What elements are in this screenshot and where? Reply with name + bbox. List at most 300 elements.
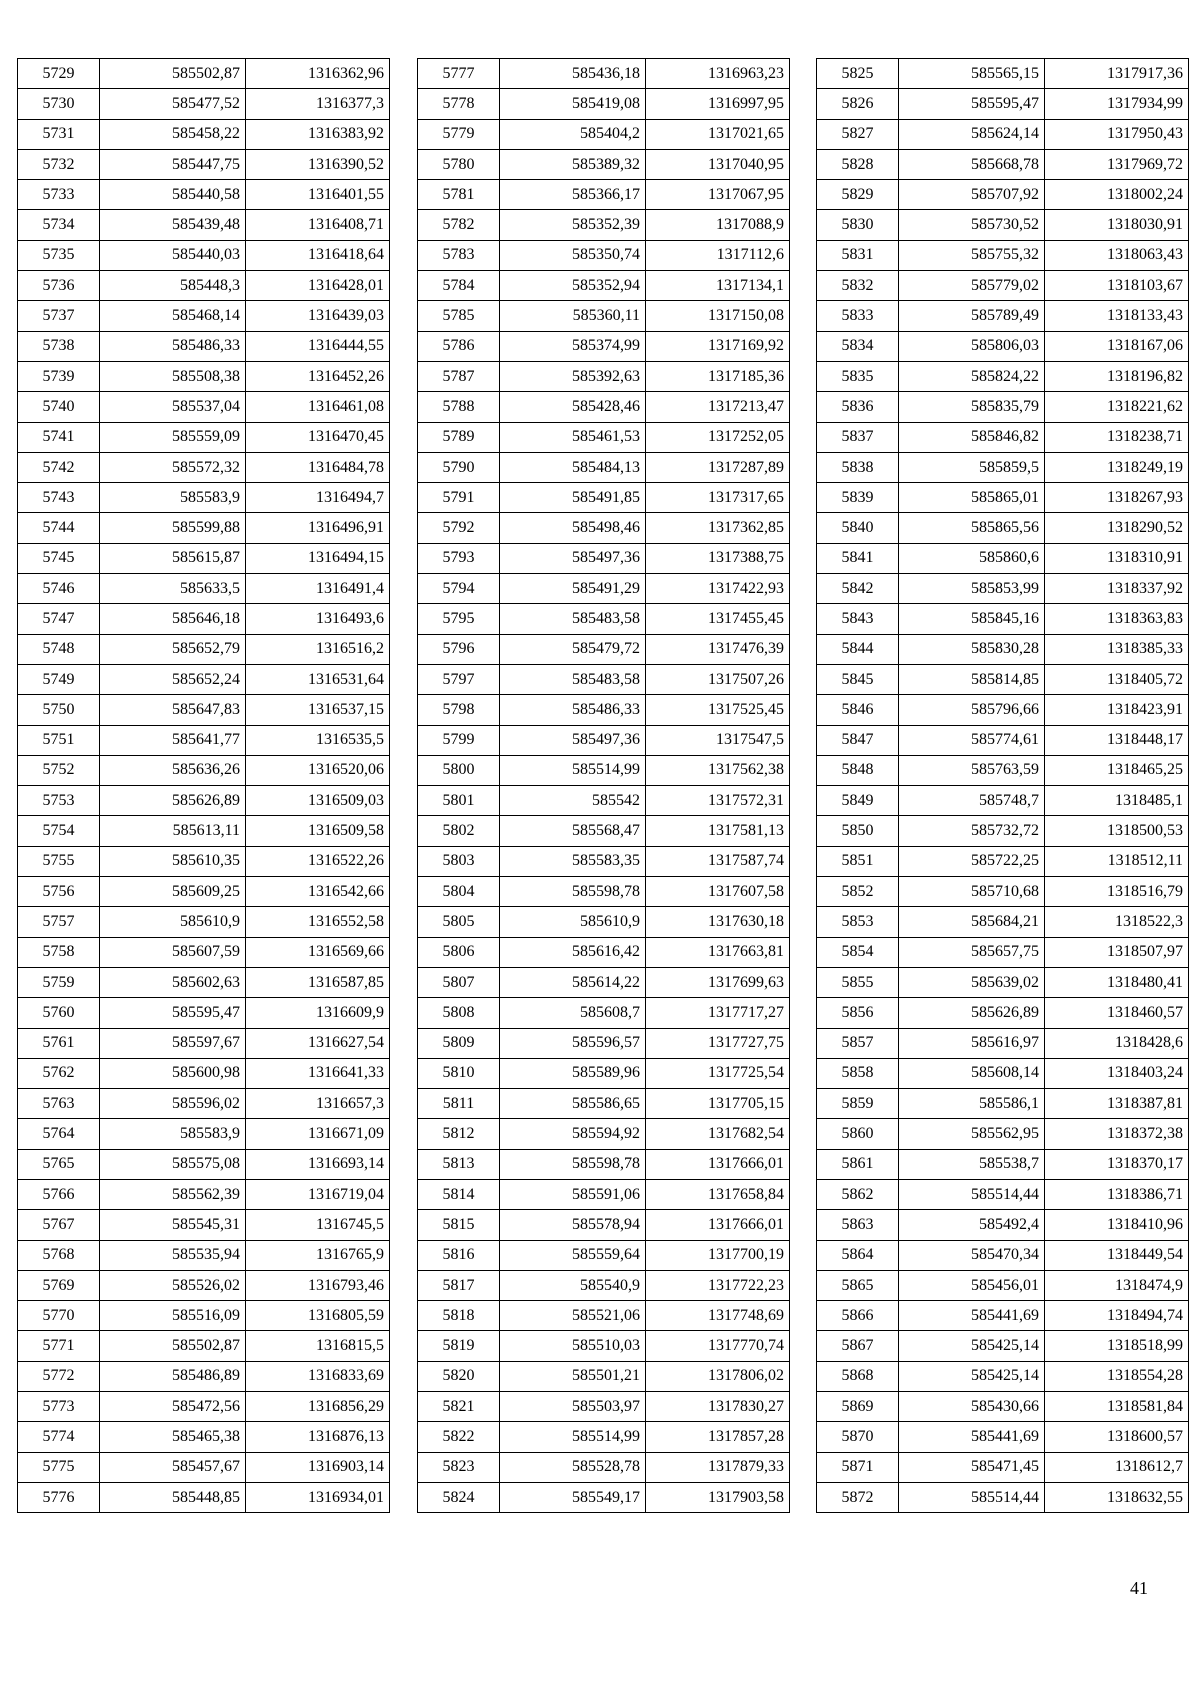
point-number-cell: 5867 — [817, 1331, 899, 1361]
table-row — [18, 1119, 390, 1149]
point-number-cell: 5751 — [18, 725, 100, 755]
y-coordinate-cell: 1318423,91 — [1045, 695, 1189, 725]
point-number-cell: 5730 — [18, 89, 100, 119]
table-row — [18, 1392, 390, 1422]
point-number-cell: 5827 — [817, 119, 899, 149]
point-number-cell: 5775 — [18, 1452, 100, 1482]
table-row — [817, 1361, 1189, 1391]
y-coordinate-cell: 1316531,64 — [246, 664, 390, 694]
y-coordinate-cell: 1317362,85 — [646, 513, 790, 543]
y-coordinate-cell: 1317562,38 — [646, 755, 790, 785]
point-number-cell: 5777 — [418, 59, 500, 89]
point-number-cell: 5834 — [817, 331, 899, 361]
point-number-cell: 5849 — [817, 786, 899, 816]
x-coordinate-cell: 585824,22 — [899, 361, 1045, 391]
point-number-cell: 5767 — [18, 1210, 100, 1240]
x-coordinate-cell: 585389,32 — [500, 149, 646, 179]
y-coordinate-cell: 1318612,7 — [1045, 1452, 1189, 1482]
y-coordinate-cell: 1317476,39 — [646, 634, 790, 664]
x-coordinate-cell: 585613,11 — [100, 816, 246, 846]
x-coordinate-cell: 585456,01 — [899, 1270, 1045, 1300]
x-coordinate-cell: 585598,78 — [500, 1149, 646, 1179]
x-coordinate-cell: 585565,15 — [899, 59, 1045, 89]
x-coordinate-cell: 585595,47 — [100, 998, 246, 1028]
y-coordinate-cell: 1316627,54 — [246, 1028, 390, 1058]
y-coordinate-cell: 1317830,27 — [646, 1392, 790, 1422]
x-coordinate-cell: 585448,3 — [100, 271, 246, 301]
point-number-cell: 5815 — [418, 1210, 500, 1240]
x-coordinate-cell: 585789,49 — [899, 301, 1045, 331]
point-number-cell: 5765 — [18, 1149, 100, 1179]
point-number-cell: 5786 — [418, 331, 500, 361]
table-row — [418, 119, 790, 149]
table-row — [817, 422, 1189, 452]
x-coordinate-cell: 585615,87 — [100, 543, 246, 573]
y-coordinate-cell: 1316537,15 — [246, 695, 390, 725]
point-number-cell: 5806 — [418, 937, 500, 967]
table-row — [817, 1028, 1189, 1058]
table-row — [418, 483, 790, 513]
point-number-cell: 5789 — [418, 422, 500, 452]
point-number-cell: 5840 — [817, 513, 899, 543]
point-number-cell: 5795 — [418, 604, 500, 634]
y-coordinate-cell: 1317388,75 — [646, 543, 790, 573]
table-row — [418, 1119, 790, 1149]
point-number-cell: 5803 — [418, 846, 500, 876]
y-coordinate-cell: 1318387,81 — [1045, 1089, 1189, 1119]
table-row — [817, 1119, 1189, 1149]
x-coordinate-cell: 585441,69 — [899, 1422, 1045, 1452]
point-number-cell: 5787 — [418, 361, 500, 391]
y-coordinate-cell: 1316535,5 — [246, 725, 390, 755]
x-coordinate-cell: 585366,17 — [500, 180, 646, 210]
x-coordinate-cell: 585535,94 — [100, 1240, 246, 1270]
x-coordinate-cell: 585633,5 — [100, 574, 246, 604]
y-coordinate-cell: 1317547,5 — [646, 725, 790, 755]
table-row — [418, 1301, 790, 1331]
point-number-cell: 5738 — [18, 331, 100, 361]
x-coordinate-cell: 585441,69 — [899, 1301, 1045, 1331]
table-row — [18, 149, 390, 179]
table-row — [817, 361, 1189, 391]
table-row — [817, 271, 1189, 301]
table-row — [418, 1028, 790, 1058]
coordinate-table-body — [18, 59, 390, 1513]
y-coordinate-cell: 1318386,71 — [1045, 1179, 1189, 1209]
x-coordinate-cell: 585461,53 — [500, 422, 646, 452]
point-number-cell: 5766 — [18, 1179, 100, 1209]
table-row — [817, 664, 1189, 694]
y-coordinate-cell: 1317581,13 — [646, 816, 790, 846]
y-coordinate-cell: 1317607,58 — [646, 877, 790, 907]
x-coordinate-cell: 585514,44 — [899, 1179, 1045, 1209]
table-row — [18, 604, 390, 634]
table-row — [418, 1361, 790, 1391]
table-row — [817, 816, 1189, 846]
table-row — [418, 1452, 790, 1482]
x-coordinate-cell: 585583,9 — [100, 483, 246, 513]
x-coordinate-cell: 585471,45 — [899, 1452, 1045, 1482]
table-row — [817, 967, 1189, 997]
point-number-cell: 5800 — [418, 755, 500, 785]
point-number-cell: 5780 — [418, 149, 500, 179]
y-coordinate-cell: 1318554,28 — [1045, 1361, 1189, 1391]
y-coordinate-cell: 1316494,15 — [246, 543, 390, 573]
table-row — [18, 1149, 390, 1179]
table-row — [817, 301, 1189, 331]
y-coordinate-cell: 1316439,03 — [246, 301, 390, 331]
point-number-cell: 5861 — [817, 1149, 899, 1179]
x-coordinate-cell: 585468,14 — [100, 301, 246, 331]
y-coordinate-cell: 1318249,19 — [1045, 452, 1189, 482]
x-coordinate-cell: 585586,65 — [500, 1089, 646, 1119]
point-number-cell: 5747 — [18, 604, 100, 634]
point-number-cell: 5799 — [418, 725, 500, 755]
point-number-cell: 5790 — [418, 452, 500, 482]
x-coordinate-cell: 585440,58 — [100, 180, 246, 210]
point-number-cell: 5819 — [418, 1331, 500, 1361]
table-row — [418, 271, 790, 301]
x-coordinate-cell: 585404,2 — [500, 119, 646, 149]
y-coordinate-cell: 1317572,31 — [646, 786, 790, 816]
table-row — [418, 1149, 790, 1179]
y-coordinate-cell: 1316833,69 — [246, 1361, 390, 1391]
y-coordinate-cell: 1317287,89 — [646, 452, 790, 482]
y-coordinate-cell: 1316876,13 — [246, 1422, 390, 1452]
x-coordinate-cell: 585578,94 — [500, 1210, 646, 1240]
table-row — [817, 89, 1189, 119]
table-row — [418, 574, 790, 604]
x-coordinate-cell: 585497,36 — [500, 543, 646, 573]
point-number-cell: 5828 — [817, 149, 899, 179]
table-row — [18, 695, 390, 725]
point-number-cell: 5781 — [418, 180, 500, 210]
y-coordinate-cell: 1317879,33 — [646, 1452, 790, 1482]
x-coordinate-cell: 585572,32 — [100, 452, 246, 482]
point-number-cell: 5857 — [817, 1028, 899, 1058]
x-coordinate-cell: 585477,52 — [100, 89, 246, 119]
y-coordinate-cell: 1318167,06 — [1045, 331, 1189, 361]
y-coordinate-cell: 1316997,95 — [646, 89, 790, 119]
point-number-cell: 5871 — [817, 1452, 899, 1482]
table-row — [418, 452, 790, 482]
x-coordinate-cell: 585586,1 — [899, 1089, 1045, 1119]
point-number-cell: 5863 — [817, 1210, 899, 1240]
table-row — [418, 59, 790, 89]
x-coordinate-cell: 585538,7 — [899, 1149, 1045, 1179]
point-number-cell: 5745 — [18, 543, 100, 573]
table-row — [18, 513, 390, 543]
x-coordinate-cell: 585419,08 — [500, 89, 646, 119]
table-row — [817, 1301, 1189, 1331]
table-row — [418, 149, 790, 179]
point-number-cell: 5824 — [418, 1482, 500, 1512]
x-coordinate-cell: 585484,13 — [500, 452, 646, 482]
point-number-cell: 5763 — [18, 1089, 100, 1119]
x-coordinate-cell: 585853,99 — [899, 574, 1045, 604]
y-coordinate-cell: 1316383,92 — [246, 119, 390, 149]
point-number-cell: 5835 — [817, 361, 899, 391]
x-coordinate-cell: 585540,9 — [500, 1270, 646, 1300]
x-coordinate-cell: 585796,66 — [899, 695, 1045, 725]
table-row — [817, 998, 1189, 1028]
y-coordinate-cell: 1317150,08 — [646, 301, 790, 331]
y-coordinate-cell: 1317722,23 — [646, 1270, 790, 1300]
x-coordinate-cell: 585562,95 — [899, 1119, 1045, 1149]
point-number-cell: 5753 — [18, 786, 100, 816]
point-number-cell: 5740 — [18, 392, 100, 422]
table-row — [18, 483, 390, 513]
point-number-cell: 5776 — [18, 1482, 100, 1512]
x-coordinate-cell: 585624,14 — [899, 119, 1045, 149]
point-number-cell: 5825 — [817, 59, 899, 89]
table-row — [18, 1301, 390, 1331]
table-row — [817, 149, 1189, 179]
point-number-cell: 5734 — [18, 210, 100, 240]
x-coordinate-cell: 585486,33 — [100, 331, 246, 361]
table-row — [817, 59, 1189, 89]
table-row — [817, 1210, 1189, 1240]
x-coordinate-cell: 585641,77 — [100, 725, 246, 755]
y-coordinate-cell: 1316569,66 — [246, 937, 390, 967]
x-coordinate-cell: 585865,56 — [899, 513, 1045, 543]
point-number-cell: 5731 — [18, 119, 100, 149]
point-number-cell: 5823 — [418, 1452, 500, 1482]
x-coordinate-cell: 585597,67 — [100, 1028, 246, 1058]
y-coordinate-cell: 1318516,79 — [1045, 877, 1189, 907]
y-coordinate-cell: 1316520,06 — [246, 755, 390, 785]
y-coordinate-cell: 1316428,01 — [246, 271, 390, 301]
y-coordinate-cell: 1318221,62 — [1045, 392, 1189, 422]
table-row — [817, 119, 1189, 149]
point-number-cell: 5842 — [817, 574, 899, 604]
x-coordinate-cell: 585491,29 — [500, 574, 646, 604]
y-coordinate-cell: 1317682,54 — [646, 1119, 790, 1149]
y-coordinate-cell: 1316418,64 — [246, 240, 390, 270]
x-coordinate-cell: 585458,22 — [100, 119, 246, 149]
x-coordinate-cell: 585596,02 — [100, 1089, 246, 1119]
x-coordinate-cell: 585350,74 — [500, 240, 646, 270]
x-coordinate-cell: 585457,67 — [100, 1452, 246, 1482]
table-row — [418, 1058, 790, 1088]
point-number-cell: 5735 — [18, 240, 100, 270]
y-coordinate-cell: 1316509,03 — [246, 786, 390, 816]
point-number-cell: 5773 — [18, 1392, 100, 1422]
x-coordinate-cell: 585668,78 — [899, 149, 1045, 179]
point-number-cell: 5858 — [817, 1058, 899, 1088]
y-coordinate-cell: 1318600,57 — [1045, 1422, 1189, 1452]
table-row — [418, 331, 790, 361]
point-number-cell: 5804 — [418, 877, 500, 907]
table-row — [817, 1240, 1189, 1270]
x-coordinate-cell: 585486,33 — [500, 695, 646, 725]
point-number-cell: 5833 — [817, 301, 899, 331]
y-coordinate-cell: 1318238,71 — [1045, 422, 1189, 452]
point-number-cell: 5850 — [817, 816, 899, 846]
table-row — [18, 846, 390, 876]
x-coordinate-cell: 585508,38 — [100, 361, 246, 391]
coordinate-table-3 — [816, 58, 1189, 1513]
y-coordinate-cell: 1317806,02 — [646, 1361, 790, 1391]
point-number-cell: 5749 — [18, 664, 100, 694]
y-coordinate-cell: 1318337,92 — [1045, 574, 1189, 604]
table-row — [18, 998, 390, 1028]
table-row — [18, 271, 390, 301]
table-row — [817, 1392, 1189, 1422]
y-coordinate-cell: 1318410,96 — [1045, 1210, 1189, 1240]
point-number-cell: 5736 — [18, 271, 100, 301]
table-row — [817, 937, 1189, 967]
x-coordinate-cell: 585514,99 — [500, 1422, 646, 1452]
point-number-cell: 5832 — [817, 271, 899, 301]
x-coordinate-cell: 585542 — [500, 786, 646, 816]
point-number-cell: 5791 — [418, 483, 500, 513]
point-number-cell: 5793 — [418, 543, 500, 573]
x-coordinate-cell: 585608,14 — [899, 1058, 1045, 1088]
point-number-cell: 5830 — [817, 210, 899, 240]
y-coordinate-cell: 1318522,3 — [1045, 907, 1189, 937]
y-coordinate-cell: 1318448,17 — [1045, 725, 1189, 755]
point-number-cell: 5737 — [18, 301, 100, 331]
table-row — [18, 543, 390, 573]
x-coordinate-cell: 585483,58 — [500, 604, 646, 634]
x-coordinate-cell: 585860,6 — [899, 543, 1045, 573]
table-row — [418, 937, 790, 967]
x-coordinate-cell: 585779,02 — [899, 271, 1045, 301]
y-coordinate-cell: 1316903,14 — [246, 1452, 390, 1482]
y-coordinate-cell: 1317717,27 — [646, 998, 790, 1028]
y-coordinate-cell: 1317903,58 — [646, 1482, 790, 1512]
point-number-cell: 5794 — [418, 574, 500, 604]
table-row — [817, 634, 1189, 664]
table-row — [817, 725, 1189, 755]
y-coordinate-cell: 1317699,63 — [646, 967, 790, 997]
table-row — [418, 1240, 790, 1270]
table-row — [817, 1422, 1189, 1452]
y-coordinate-cell: 1317770,74 — [646, 1331, 790, 1361]
x-coordinate-cell: 585503,97 — [500, 1392, 646, 1422]
y-coordinate-cell: 1316587,85 — [246, 967, 390, 997]
table-row — [18, 452, 390, 482]
table-row — [418, 907, 790, 937]
x-coordinate-cell: 585626,89 — [899, 998, 1045, 1028]
y-coordinate-cell: 1316444,55 — [246, 331, 390, 361]
y-coordinate-cell: 1317969,72 — [1045, 149, 1189, 179]
table-row — [418, 1089, 790, 1119]
y-coordinate-cell: 1316745,5 — [246, 1210, 390, 1240]
x-coordinate-cell: 585428,46 — [500, 392, 646, 422]
point-number-cell: 5853 — [817, 907, 899, 937]
table-row — [418, 1392, 790, 1422]
table-row — [18, 1331, 390, 1361]
y-coordinate-cell: 1316470,45 — [246, 422, 390, 452]
table-row — [817, 1270, 1189, 1300]
y-coordinate-cell: 1316805,59 — [246, 1301, 390, 1331]
x-coordinate-cell: 585616,42 — [500, 937, 646, 967]
table-row — [418, 786, 790, 816]
table-row — [418, 89, 790, 119]
y-coordinate-cell: 1318474,9 — [1045, 1270, 1189, 1300]
x-coordinate-cell: 585568,47 — [500, 816, 646, 846]
y-coordinate-cell: 1318133,43 — [1045, 301, 1189, 331]
x-coordinate-cell: 585392,63 — [500, 361, 646, 391]
point-number-cell: 5801 — [418, 786, 500, 816]
table-row — [18, 816, 390, 846]
point-number-cell: 5798 — [418, 695, 500, 725]
y-coordinate-cell: 1316408,71 — [246, 210, 390, 240]
x-coordinate-cell: 585559,64 — [500, 1240, 646, 1270]
point-number-cell: 5764 — [18, 1119, 100, 1149]
y-coordinate-cell: 1316793,46 — [246, 1270, 390, 1300]
x-coordinate-cell: 585595,47 — [899, 89, 1045, 119]
point-number-cell: 5769 — [18, 1270, 100, 1300]
y-coordinate-cell: 1316452,26 — [246, 361, 390, 391]
x-coordinate-cell: 585598,78 — [500, 877, 646, 907]
x-coordinate-cell: 585748,7 — [899, 786, 1045, 816]
y-coordinate-cell: 1318310,91 — [1045, 543, 1189, 573]
y-coordinate-cell: 1318632,55 — [1045, 1482, 1189, 1512]
table-row — [418, 301, 790, 331]
point-number-cell: 5768 — [18, 1240, 100, 1270]
x-coordinate-cell: 585486,89 — [100, 1361, 246, 1391]
x-coordinate-cell: 585763,59 — [899, 755, 1045, 785]
point-number-cell: 5808 — [418, 998, 500, 1028]
x-coordinate-cell: 585447,75 — [100, 149, 246, 179]
coordinate-table-1 — [17, 58, 390, 1513]
x-coordinate-cell: 585830,28 — [899, 634, 1045, 664]
y-coordinate-cell: 1318449,54 — [1045, 1240, 1189, 1270]
y-coordinate-cell: 1317917,36 — [1045, 59, 1189, 89]
x-coordinate-cell: 585616,97 — [899, 1028, 1045, 1058]
y-coordinate-cell: 1316609,9 — [246, 998, 390, 1028]
x-coordinate-cell: 585814,85 — [899, 664, 1045, 694]
x-coordinate-cell: 585472,56 — [100, 1392, 246, 1422]
y-coordinate-cell: 1316671,09 — [246, 1119, 390, 1149]
table-row — [817, 695, 1189, 725]
table-row — [817, 755, 1189, 785]
y-coordinate-cell: 1318363,83 — [1045, 604, 1189, 634]
y-coordinate-cell: 1318507,97 — [1045, 937, 1189, 967]
table-row — [418, 634, 790, 664]
table-row — [418, 1331, 790, 1361]
point-number-cell: 5847 — [817, 725, 899, 755]
x-coordinate-cell: 585497,36 — [500, 725, 646, 755]
table-row — [18, 89, 390, 119]
table-row — [418, 543, 790, 573]
table-row — [18, 1240, 390, 1270]
y-coordinate-cell: 1317317,65 — [646, 483, 790, 513]
table-row — [817, 210, 1189, 240]
y-coordinate-cell: 1317950,43 — [1045, 119, 1189, 149]
point-number-cell: 5774 — [18, 1422, 100, 1452]
coordinate-table-body — [418, 59, 790, 1513]
point-number-cell: 5758 — [18, 937, 100, 967]
point-number-cell: 5729 — [18, 59, 100, 89]
y-coordinate-cell: 1316963,23 — [646, 59, 790, 89]
x-coordinate-cell: 585528,78 — [500, 1452, 646, 1482]
table-row — [18, 1089, 390, 1119]
table-row — [817, 604, 1189, 634]
y-coordinate-cell: 1316401,55 — [246, 180, 390, 210]
table-row — [18, 664, 390, 694]
point-number-cell: 5792 — [418, 513, 500, 543]
point-number-cell: 5848 — [817, 755, 899, 785]
y-coordinate-cell: 1317748,69 — [646, 1301, 790, 1331]
y-coordinate-cell: 1316491,4 — [246, 574, 390, 604]
y-coordinate-cell: 1317857,28 — [646, 1422, 790, 1452]
x-coordinate-cell: 585652,79 — [100, 634, 246, 664]
x-coordinate-cell: 585845,16 — [899, 604, 1045, 634]
